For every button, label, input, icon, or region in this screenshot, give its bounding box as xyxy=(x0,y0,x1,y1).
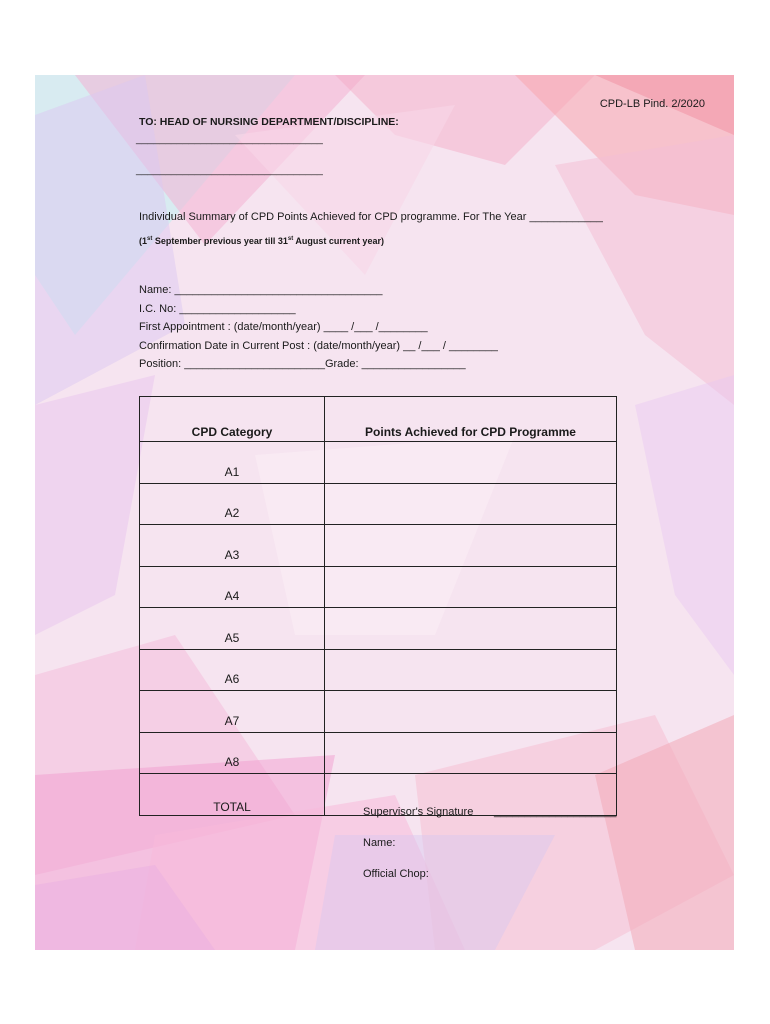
table-row xyxy=(140,732,617,774)
table-row xyxy=(140,483,617,525)
category-cell: A3 xyxy=(140,525,325,567)
cpd-points-table xyxy=(139,396,617,816)
category-cell: A6 xyxy=(140,649,325,691)
summary-line: Individual Summary of CPD Points Achieved for CPD programme. For The Year ____________ xyxy=(139,211,603,223)
period-sup-1: st xyxy=(147,236,153,242)
points-cell xyxy=(325,691,617,733)
period-note xyxy=(139,236,384,246)
table-header-row xyxy=(140,397,617,442)
category-cell: A2 xyxy=(140,483,325,525)
header-points-achieved: Points Achieved for CPD Programme xyxy=(325,397,617,442)
official-chop-label: Official Chop: xyxy=(363,868,429,880)
category-cell: A1 xyxy=(140,442,325,484)
points-cell xyxy=(325,732,617,774)
table-row xyxy=(140,566,617,608)
period-mid: September previous year till 31 xyxy=(152,236,288,246)
supervisor-signature-label: Supervisor's Signature xyxy=(363,806,474,818)
blank-line-1: ________________________________ xyxy=(136,133,323,145)
category-cell: A5 xyxy=(140,608,325,650)
period-sup-2: st xyxy=(287,236,294,242)
points-cell xyxy=(325,525,617,567)
blank-line-2: ________________________________ xyxy=(136,164,323,176)
total-cell: TOTAL xyxy=(140,774,325,816)
period-open: (1 xyxy=(139,236,148,246)
table-row xyxy=(140,525,617,567)
table-row xyxy=(140,442,617,484)
table-row xyxy=(140,691,617,733)
supervisor-name-label: Name: xyxy=(363,837,396,849)
header-cpd-category: CPD Category xyxy=(140,397,325,442)
supervisor-signature-line: ____________________ xyxy=(494,806,617,818)
confirmation-date-field: Confirmation Date in Current Post : (date/month/year) __ /___ / ________ xyxy=(139,340,498,352)
position-grade-field: Position: _______________________Grade: _________________ xyxy=(139,358,466,370)
table-row xyxy=(140,608,617,650)
category-cell: A4 xyxy=(140,566,325,608)
points-cell xyxy=(325,483,617,525)
name-field: Name: __________________________________ xyxy=(139,284,383,296)
points-cell xyxy=(325,608,617,650)
first-appointment-field: First Appointment : (date/month/year) ____ /___ /________ xyxy=(139,321,428,333)
points-cell xyxy=(325,566,617,608)
points-cell xyxy=(325,442,617,484)
category-cell: A7 xyxy=(140,691,325,733)
points-cell xyxy=(325,649,617,691)
category-cell: A8 xyxy=(140,732,325,774)
table-row xyxy=(140,649,617,691)
ic-number-field: I.C. No: ___________________ xyxy=(139,303,296,315)
form-code: CPD-LB Pind. 2/2020 xyxy=(599,98,705,110)
period-end: August current year) xyxy=(293,236,384,246)
to-heading: TO: HEAD OF NURSING DEPARTMENT/DISCIPLINE: xyxy=(139,116,399,128)
form-page xyxy=(35,75,734,950)
